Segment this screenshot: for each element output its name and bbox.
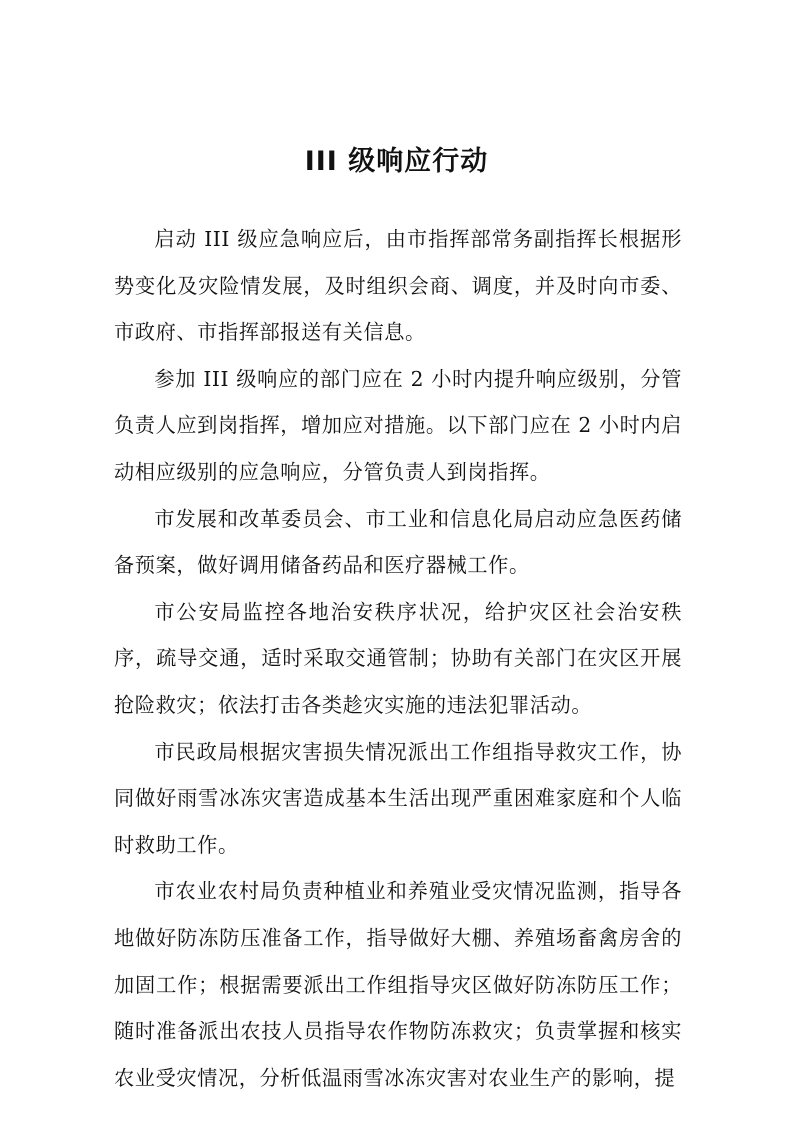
paragraph-agriculture: 市农业农村局负责种植业和养殖业受灾情况监测，指导各地做好防冻防压准备工作，指导做好大棚、养殖场畜禽房舍的加固工作；根据需要派出工作组指导灾区做好防冻防压工作；随时准备派出农技人员指导农作物防冻救灾；负责掌握和核实农业受灾情况，分析低温雨雪冰冻灾害对农业生产的影响，提 xyxy=(114,879,682,1090)
paragraph-level3-activation: 启动 III 级应急响应后，由市指挥部常务副指挥长根据形势变化及灾险情发展，及时组织会商、调度，并及时向市委、市政府、市指挥部报送有关信息。 xyxy=(114,227,682,345)
paragraph-development-reform: 市发展和改革委员会、市工业和信息化局启动应急医药储备预案，做好调用储备药品和医疗器械工作。 xyxy=(114,506,682,578)
paragraph-department-response: 参加 III 级响应的部门应在 2 小时内提升响应级别，分管负责人应到岗指挥，增加应对措施。以下部门应在 2 小时内启动相应级别的应急响应，分管负责人到岗指挥。 xyxy=(114,366,682,484)
paragraph-public-security: 市公安局监控各地治安秩序状况，给护灾区社会治安秩序，疏导交通，适时采取交通管制；协助有关部门在灾区开展抢险救灾；依法打击各类趁灾实施的违法犯罪活动。 xyxy=(114,599,682,717)
paragraph-civil-affairs: 市民政局根据灾害损失情况派出工作组指导救灾工作，协同做好雨雪冰冻灾害造成基本生活出现严重困难家庭和个人临时救助工作。 xyxy=(114,739,682,857)
document-body xyxy=(114,216,682,1101)
document-title: III 级响应行动 xyxy=(304,146,489,178)
